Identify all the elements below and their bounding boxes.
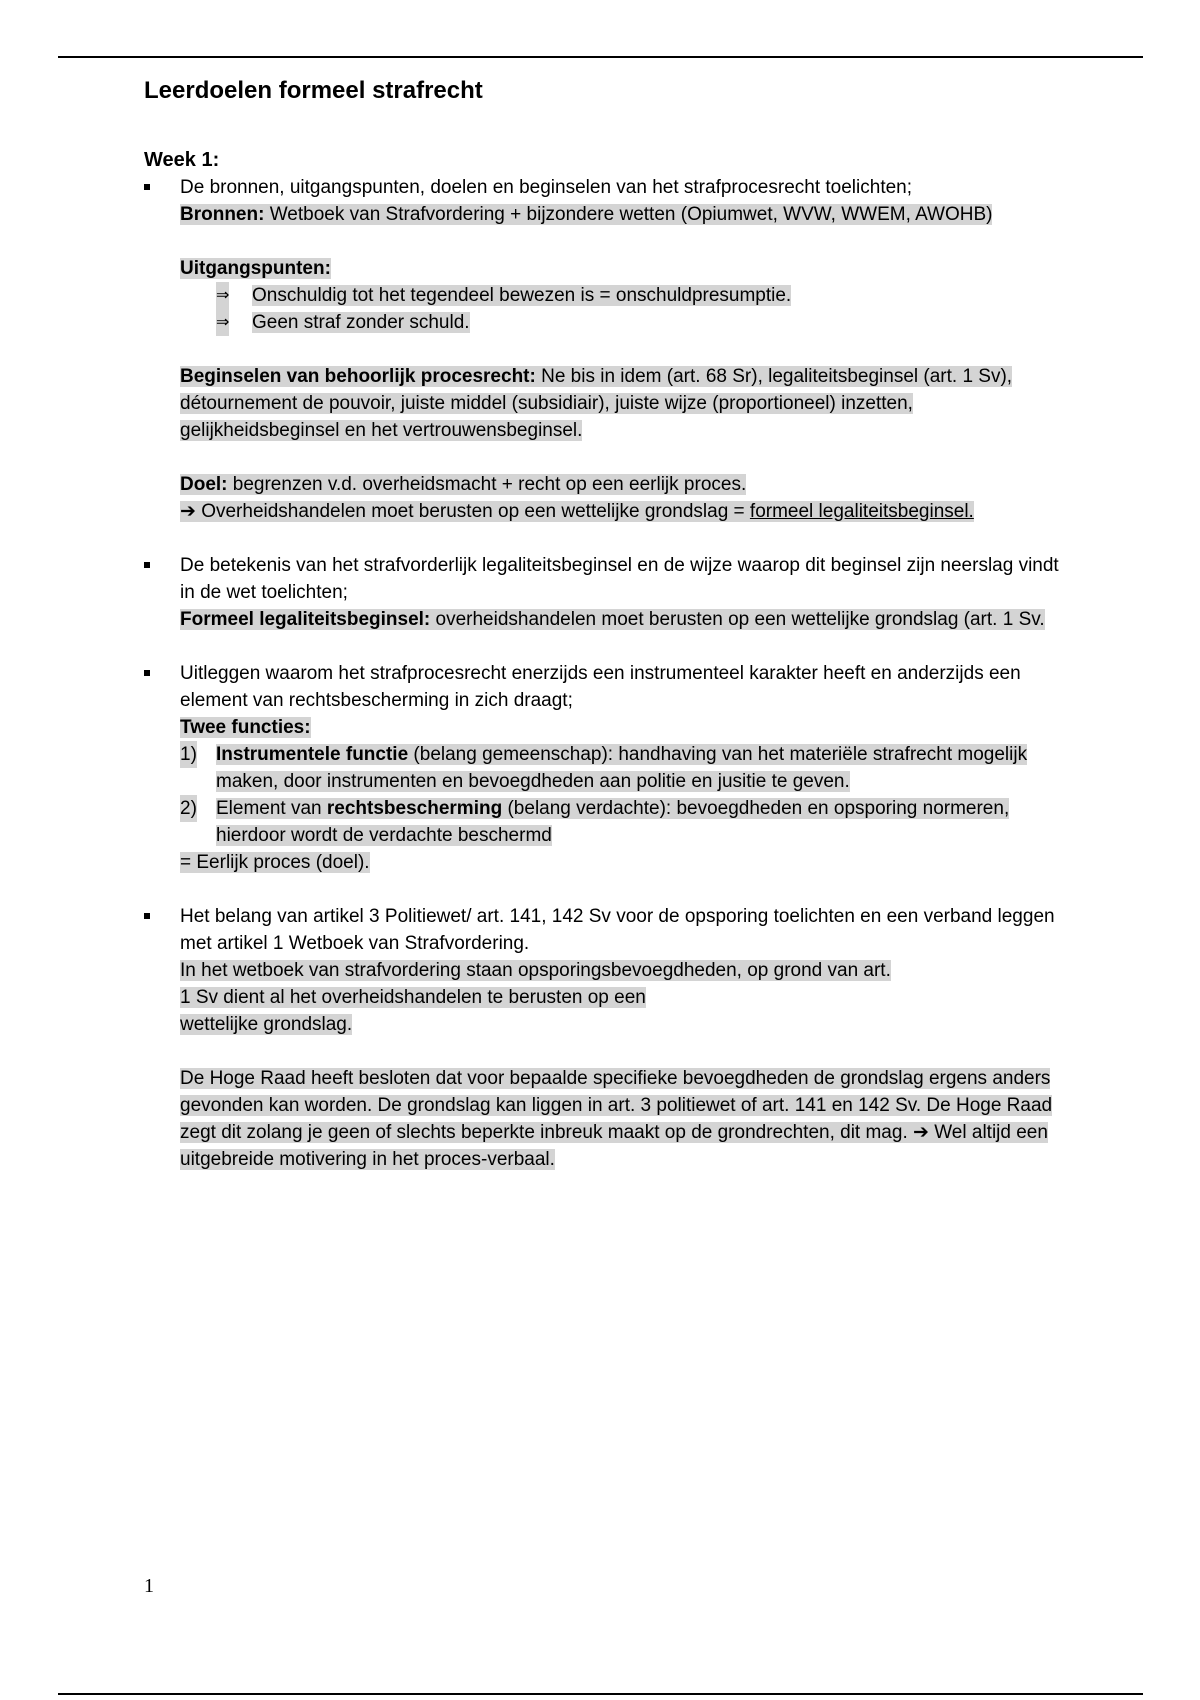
bronnen-line bbox=[180, 201, 1064, 228]
beginselen-paragraph: Beginselen van behoorlijk procesrecht: Ne bis in idem (art. 68 Sr), legaliteitsbeginsel (art. 1 Sv), détournement de pouvoir, juiste middel (subsidiair), juiste wijze (proportioneel) inzetten, gelijkheidsbeginsel en het vertrouwensbeginsel. bbox=[180, 366, 1013, 441]
doel-line: Doel: begrenzen v.d. overheidsmacht + recht op een eerlijk proces. bbox=[180, 474, 747, 495]
bullet-prompt: Uitleggen waarom het strafprocesrecht enerzijds een instrumenteel karakter heeft en anderzijds een element van rechtsbescherming in zich draagt; bbox=[180, 663, 1021, 711]
bronnen-label: Bronnen: bbox=[180, 204, 265, 225]
week-heading: Week 1: bbox=[144, 149, 220, 171]
page-number: 1 bbox=[144, 1575, 154, 1597]
bullet-prompt: Het belang van artikel 3 Politiewet/ art. 141, 142 Sv voor de opsporing toelichten en een verband leggen met artikel 1 Wetboek van Strafvordering. bbox=[180, 906, 1055, 954]
double-arrow-icon: ⇒ bbox=[216, 282, 229, 309]
uitgangspunt-item: ⇒ Onschuldig tot het tegendeel bewezen is = onschuldpresumptie. bbox=[180, 282, 1064, 309]
numbered-item: 2) Element van rechtsbescherming (belang verdachte): bevoegdheden en opsporing normeren, hierdoor wordt de verdachte beschermd bbox=[180, 795, 1064, 849]
opsporing-paragraph-end: wettelijke grondslag. bbox=[180, 1014, 353, 1035]
bullet-item bbox=[144, 903, 1064, 1173]
bullet-item bbox=[144, 174, 1064, 525]
bullet-icon bbox=[144, 562, 150, 568]
document-title: Leerdoelen formeel strafrecht bbox=[144, 77, 483, 104]
bullet-item bbox=[144, 660, 1064, 876]
opsporing-paragraph: In het wetboek van strafvordering staan opsporingsbevoegdheden, op grond van art. 1 Sv dient al het overheidshandelen te berusten op een bbox=[180, 960, 891, 1008]
top-rule bbox=[58, 56, 1143, 58]
functies-heading: Twee functies: bbox=[180, 717, 311, 738]
legaliteit-arrow-line: ➔ Overheidshandelen moet berusten op een wettelijke grondslag = formeel legaliteitsbeginsel. bbox=[180, 501, 974, 522]
uitgangspunten-heading: Uitgangspunten: bbox=[180, 258, 331, 279]
hoge-raad-paragraph: De Hoge Raad heeft besloten dat voor bepaalde specifieke bevoegdheden de grondslag ergens anders gevonden kan worden. De grondslag kan liggen in art. 3 politiewet of art. 141 en 142 Sv. De Hoge Raad zegt dit zolang je geen of slechts beperkte inbreuk maakt op de grondrechten, dit mag. ➔ Wel altijd een uitgebreide motivering in het proces-verbaal. bbox=[180, 1068, 1053, 1170]
conclusion-line: = Eerlijk proces (doel). bbox=[180, 852, 370, 873]
document-body bbox=[144, 76, 1064, 1173]
bullet-prompt: De bronnen, uitgangspunten, doelen en beginselen van het strafprocesrecht toelichten; bbox=[180, 177, 913, 198]
numbered-item: 1) Instrumentele functie (belang gemeenschap): handhaving van het materiële strafrecht mogelijk maken, door instrumenten en bevoegdheden aan politie en jusitie te geven. bbox=[180, 741, 1064, 795]
bullet-icon bbox=[144, 670, 150, 676]
bullet-icon bbox=[144, 913, 150, 919]
uitgangspunt-item: ⇒ Geen straf zonder schuld. bbox=[180, 309, 1064, 336]
legaliteit-definition: Formeel legaliteitsbeginsel: overheidshandelen moet berusten op een wettelijke grondslag (art. 1 Sv. bbox=[180, 609, 1045, 630]
bronnen-text: Wetboek van Strafvordering + bijzondere wetten (Opiumwet, WVW, WWEM, AWOHB) bbox=[264, 204, 993, 225]
bullet-icon bbox=[144, 184, 150, 190]
double-arrow-icon: ⇒ bbox=[216, 309, 229, 336]
bullet-item bbox=[144, 552, 1064, 633]
bullet-prompt: De betekenis van het strafvorderlijk legaliteitsbeginsel en de wijze waarop dit beginsel zijn neerslag vindt in de wet toelichten; bbox=[180, 555, 1059, 603]
bottom-rule bbox=[58, 1693, 1143, 1695]
